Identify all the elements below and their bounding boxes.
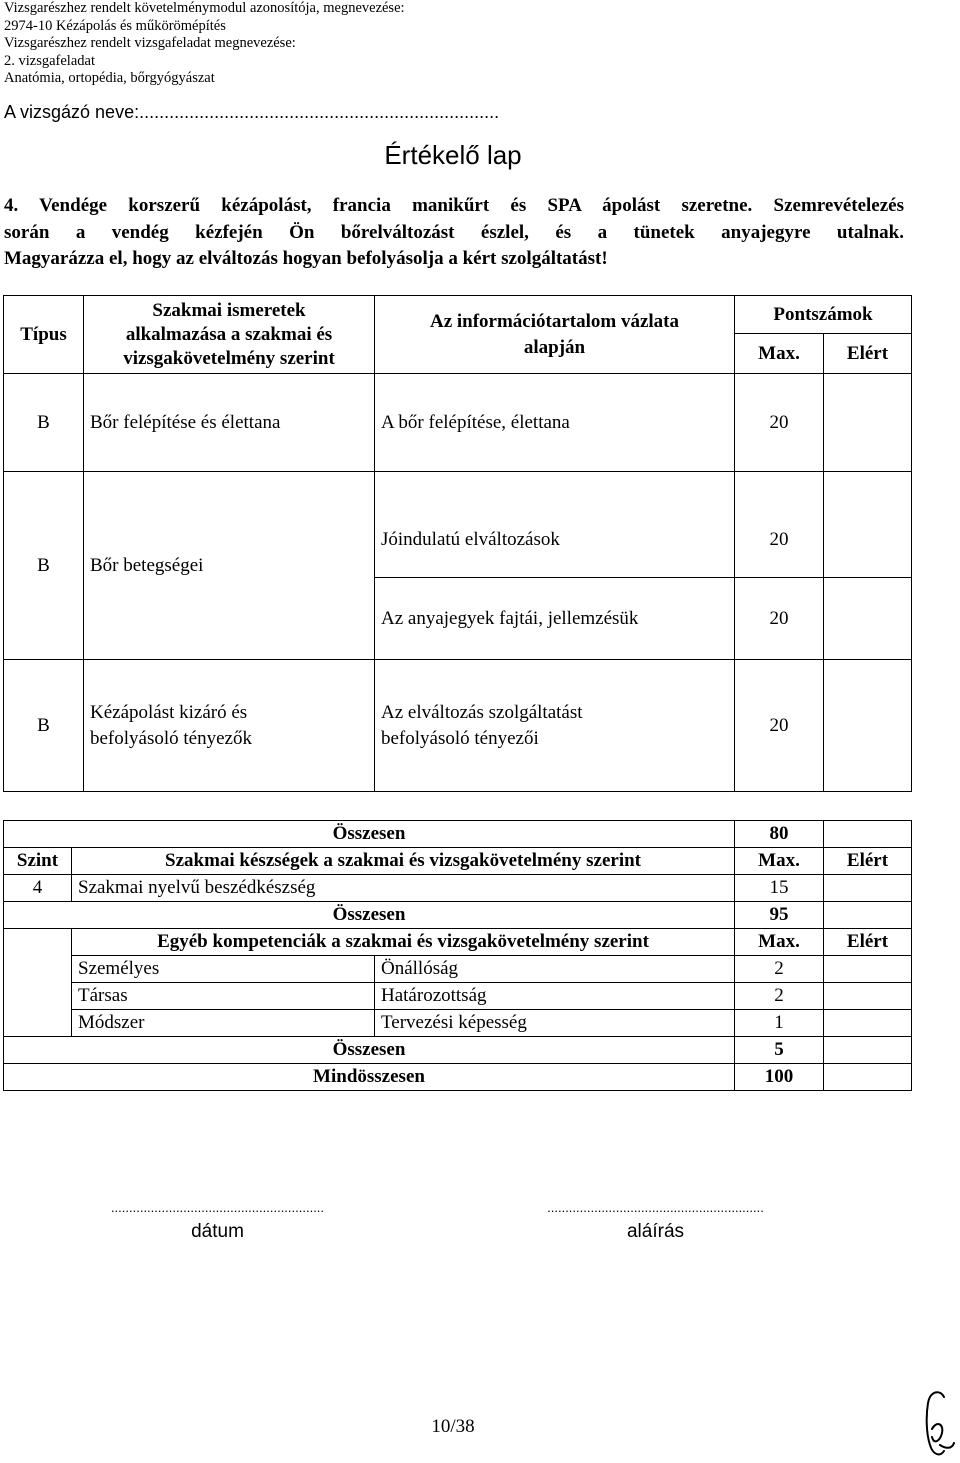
- competency-max: 2: [735, 983, 824, 1010]
- task-description: [4, 193, 904, 273]
- total-label: Összesen: [4, 821, 735, 848]
- header-max: Max.: [735, 334, 824, 374]
- skills-max-header: Max.: [735, 848, 824, 875]
- row-info: Az anyajegyek fajtái, jellemzésük: [375, 578, 735, 660]
- header-line: Anatómia, ortopédia, bőrgyógyászat: [4, 70, 215, 86]
- skill-max: 15: [735, 875, 824, 902]
- total-value: 95: [735, 902, 824, 929]
- summary-table: [3, 820, 912, 1091]
- total-label: Összesen: [4, 902, 735, 929]
- table-row: [4, 875, 912, 902]
- date-signature-block: [85, 1200, 350, 1243]
- header-achieved: Elért: [824, 334, 912, 374]
- header-knowledge: [84, 296, 375, 374]
- row-info: A bőr felépítése, élettana: [375, 374, 735, 472]
- total-achieved[interactable]: [824, 821, 912, 848]
- competency-header: Egyéb kompetenciák a szakmai és vizsgakövetelmény szerint: [72, 929, 735, 956]
- competency-achieved[interactable]: [824, 1010, 912, 1037]
- total-achieved[interactable]: [824, 1037, 912, 1064]
- header-knowledge-line: vizsgakövetelmény szerint: [123, 347, 335, 369]
- competency-achieved[interactable]: [824, 956, 912, 983]
- total-value: 5: [735, 1037, 824, 1064]
- competency-group: Módszer: [72, 1010, 375, 1037]
- document-header: [4, 0, 405, 88]
- table-row: [4, 1010, 912, 1037]
- skills-achieved-header: Elért: [824, 848, 912, 875]
- empty-cell: [4, 956, 72, 983]
- examinee-name-line: A vizsgázó neve:........................................................................: [4, 102, 500, 122]
- header-type: Típus: [4, 296, 84, 374]
- row-info-line: befolyásoló tényezői: [381, 727, 539, 749]
- date-dots: ...........................................................: [110, 1200, 325, 1215]
- row-max: 20: [735, 472, 824, 578]
- page-title: Értékelő lap: [384, 140, 522, 170]
- task-line: Magyarázza el, hogy az elváltozás hogyan befolyásolja a kért szolgáltatást!: [4, 248, 608, 269]
- skills-type-header: Szint: [4, 848, 72, 875]
- header-line: 2. vizsgafeladat: [4, 52, 95, 69]
- row-knowledge-line: befolyásoló tényezők: [90, 727, 252, 749]
- competency-max: 1: [735, 1010, 824, 1037]
- skill-name: Szakmai nyelvű beszédkészség: [72, 875, 735, 902]
- table-row: [4, 374, 912, 472]
- header-knowledge-line: Szakmai ismeretek: [152, 299, 306, 321]
- handwritten-initials-icon: [918, 1385, 958, 1460]
- competency-name: Tervezési képesség: [375, 1010, 735, 1037]
- header-line: 2974-10 Kézápolás és műkörömépítés: [4, 17, 226, 34]
- empty-cell: [4, 1010, 72, 1037]
- row-knowledge: Bőr felépítése és élettana: [84, 374, 375, 472]
- row-max: 20: [735, 660, 824, 792]
- header-info-line: Az információtartalom vázlata: [429, 310, 680, 332]
- header-info: [375, 296, 735, 374]
- page-number: 10/38: [431, 1416, 475, 1437]
- header-knowledge-line: alkalmazása a szakmai és: [125, 323, 333, 345]
- row-info: Jóindulatú elváltozások: [375, 472, 735, 578]
- skill-level: 4: [4, 875, 72, 902]
- table-row: [4, 821, 912, 848]
- table-row: [4, 1037, 912, 1064]
- empty-cell: [4, 983, 72, 1010]
- header-line: Vizsgarészhez rendelt vizsgafeladat megnevezése:: [4, 35, 296, 51]
- row-knowledge: [84, 660, 375, 792]
- signature-dots: ............................................................: [547, 1200, 764, 1215]
- grand-total-achieved[interactable]: [824, 1064, 912, 1091]
- header-line: Vizsgarészhez rendelt követelménymodul azonosítója, megnevezése:: [4, 0, 405, 16]
- table-row: [4, 1064, 912, 1091]
- signature-block: [523, 1200, 788, 1243]
- competency-name: Határozottság: [375, 983, 735, 1010]
- competency-name: Önállóság: [375, 956, 735, 983]
- row-achieved[interactable]: [824, 472, 912, 578]
- task-line: során a vendég kézfején Ön bőrelváltozást észlel, és a tünetek anyajegyre utalnak.: [4, 221, 904, 243]
- table-row: [4, 956, 912, 983]
- table-row: [4, 983, 912, 1010]
- row-achieved[interactable]: [824, 660, 912, 792]
- row-achieved[interactable]: [824, 578, 912, 660]
- row-type: B: [4, 472, 84, 660]
- evaluation-table: [3, 295, 912, 792]
- competency-group: Személyes: [72, 956, 375, 983]
- skill-achieved[interactable]: [824, 875, 912, 902]
- table-row: [4, 902, 912, 929]
- grand-total-label: Mindösszesen: [4, 1064, 735, 1091]
- row-knowledge: Bőr betegségei: [84, 472, 375, 660]
- row-type: B: [4, 374, 84, 472]
- grand-total-value: 100: [735, 1064, 824, 1091]
- table-row: [4, 929, 912, 956]
- skills-header: Szakmai készségek a szakmai és vizsgakövetelmény szerint: [72, 848, 735, 875]
- signature-label: aláírás: [626, 1221, 685, 1242]
- table-row: [4, 472, 912, 578]
- header-info-line: alapján: [523, 336, 586, 358]
- row-type: B: [4, 660, 84, 792]
- row-knowledge-line: Kézápolást kizáró és: [90, 701, 248, 723]
- date-label: dátum: [191, 1221, 244, 1242]
- row-max: 20: [735, 374, 824, 472]
- row-info-line: Az elváltozás szolgáltatást: [381, 701, 583, 723]
- total-achieved[interactable]: [824, 902, 912, 929]
- competency-max-header: Max.: [735, 929, 824, 956]
- row-info: [375, 660, 735, 792]
- task-line: 4. Vendége korszerű kézápolást, francia manikűrt és SPA ápolást szeretne. Szemrevételezés: [4, 195, 904, 216]
- table-row: [4, 660, 912, 792]
- total-value: 80: [735, 821, 824, 848]
- competency-achieved[interactable]: [824, 983, 912, 1010]
- row-achieved[interactable]: [824, 374, 912, 472]
- empty-cell: [4, 929, 72, 956]
- competency-achieved-header: Elért: [824, 929, 912, 956]
- table-row: [4, 848, 912, 875]
- header-points: Pontszámok: [735, 296, 912, 334]
- competency-max: 2: [735, 956, 824, 983]
- competency-group: Társas: [72, 983, 375, 1010]
- row-max: 20: [735, 578, 824, 660]
- total-label: Összesen: [4, 1037, 735, 1064]
